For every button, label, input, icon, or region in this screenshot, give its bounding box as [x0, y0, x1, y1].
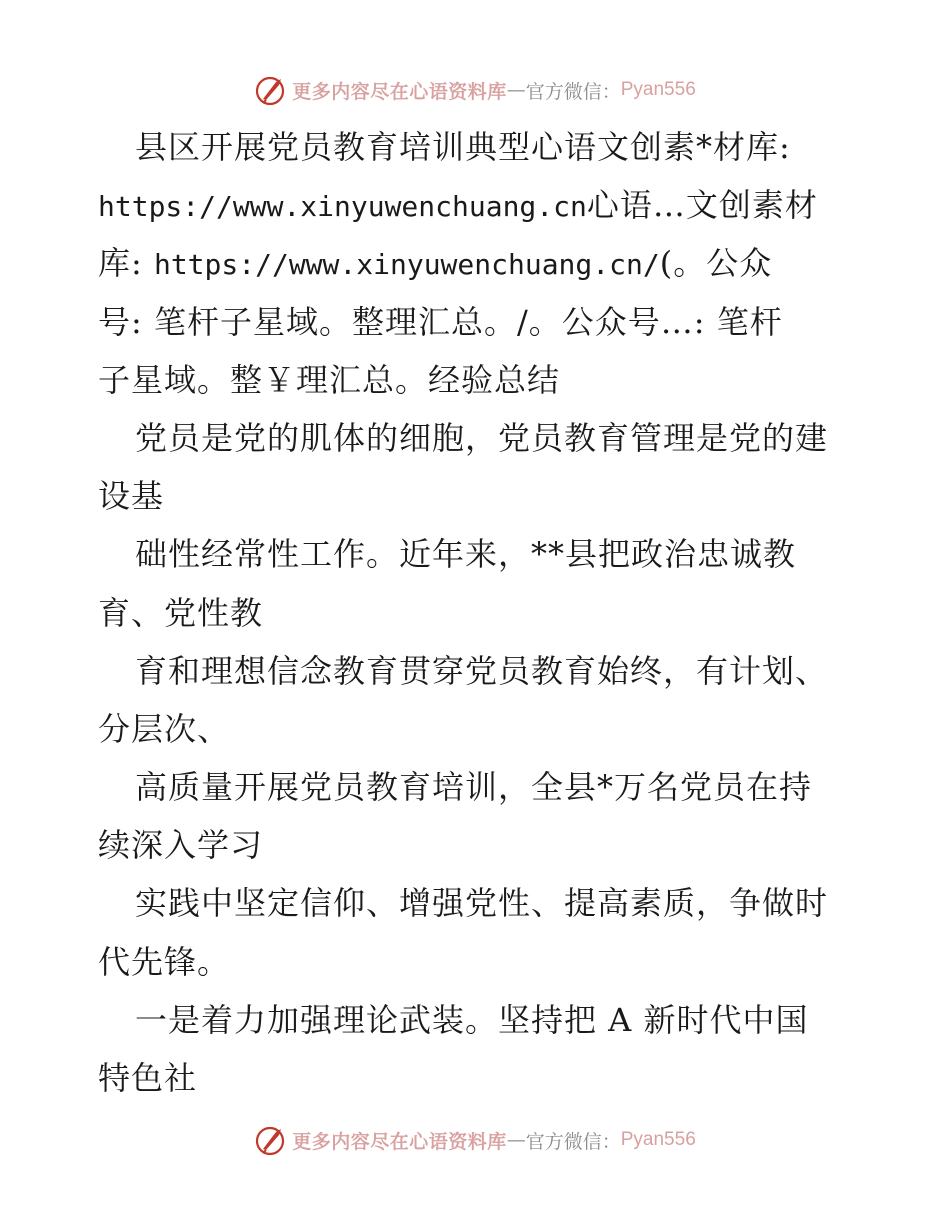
line-text: 育和理想信念教育贯穿党员教育始终，有计划、: [135, 651, 829, 690]
url-text: https://www.xinyuwenchuang.cn: [98, 190, 587, 224]
line-text: 号: 笔杆子星域。整理汇总。/。公众号…: 笔杆: [98, 302, 783, 341]
line-text: 库:: [98, 244, 154, 283]
watermark-brand: 更多内容尽在心语资料库: [292, 80, 507, 103]
text-line-3: [98, 234, 858, 292]
line-text: 续深入学习: [98, 826, 264, 865]
document-body: [98, 118, 858, 1107]
text-line-16: [98, 991, 858, 1049]
text-line-17: [98, 1049, 858, 1107]
line-text: 县区开展党员教育培训典型心语文创素*材库:: [135, 128, 791, 166]
line-text: 础性经常性工作。近年来，**县把政治忠诚教: [135, 535, 797, 574]
line-text: 代先锋。: [98, 942, 231, 981]
watermark-wechat-id: Pyan556: [620, 1129, 696, 1150]
text-line-11: [98, 700, 858, 758]
text-line-1: [98, 118, 858, 176]
line-text: 育、党性教: [98, 593, 264, 632]
text-line-10: [98, 642, 858, 700]
text-line-15: [98, 933, 858, 991]
watermark-wechat-label: 官方微信：: [525, 1130, 621, 1153]
quill-pen-circle-icon: [254, 1123, 288, 1157]
footer-watermark: [0, 1120, 950, 1160]
line-text: 党员是党的肌体的细胞，党员教育管理是党的建: [135, 418, 829, 457]
text-line-2: [98, 176, 858, 234]
watermark-separator: —: [506, 1129, 526, 1151]
watermark-separator: —: [506, 79, 526, 101]
line-text: 心语…文创素材: [586, 186, 818, 225]
text-line-7: [98, 467, 858, 525]
watermark-brand: 更多内容尽在心语资料库: [292, 1130, 507, 1153]
line-text: 分层次、: [98, 709, 231, 748]
text-line-4: [98, 293, 858, 351]
line-text: 高质量开展党员教育培训，全县*万名党员在持: [135, 768, 813, 807]
watermark-wechat-id: Pyan556: [620, 79, 696, 100]
text-line-6: [98, 409, 858, 467]
url-text: https://www.xinyuwenchuang.cn/: [153, 248, 660, 282]
line-text: 一是着力加强理论武装。坚持把 A 新时代中国: [135, 1000, 809, 1039]
text-line-13: [98, 816, 858, 874]
line-text: 实践中坚定信仰、增强党性、提高素质，争做时: [135, 884, 829, 923]
line-text: 子星域。整￥理汇总。经验总结: [98, 360, 561, 399]
text-line-8: [98, 525, 858, 583]
watermark-wechat-label: 官方微信：: [525, 80, 621, 103]
quill-pen-circle-icon: [254, 73, 288, 107]
line-text: 设基: [98, 477, 165, 516]
line-text: (。公众: [659, 244, 773, 283]
text-line-5: [98, 351, 858, 409]
line-text: 特色社: [98, 1059, 198, 1097]
header-watermark: [0, 70, 950, 110]
text-line-9: [98, 584, 858, 642]
text-line-14: [98, 874, 858, 932]
text-line-12: [98, 758, 858, 816]
